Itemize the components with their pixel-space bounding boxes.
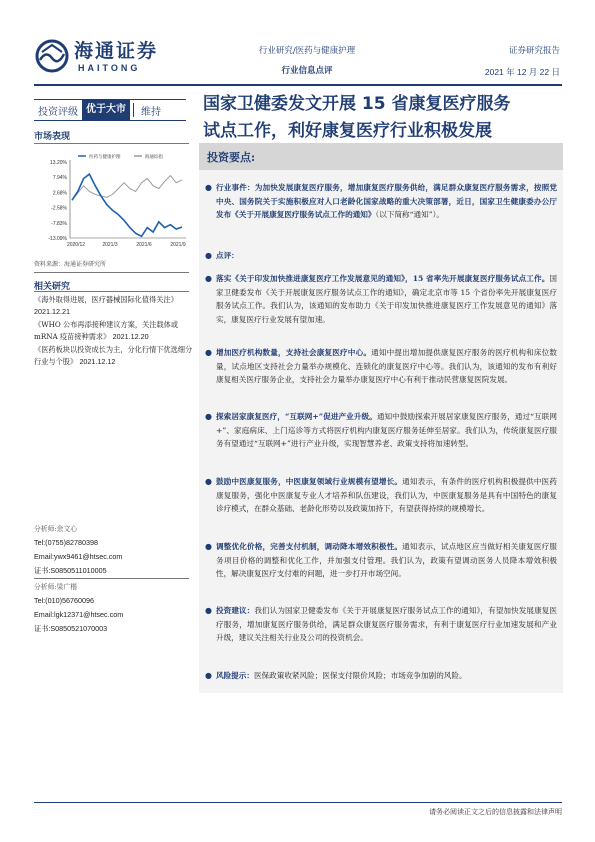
- bullet-icon: ●: [205, 274, 212, 283]
- related-item-date: 2021.12.20: [112, 332, 149, 341]
- bullet-text: 国家卫健委发布《关于开展康复医疗服务试点工作的通知》，确定北京市等 15 个省份率先开展康复医疗服务试点工作。我们认为，该通知的发布助力《关于印发加快推进康复医疗工作发展意见的通知》落实，康复医疗行业发展有望加速。: [216, 274, 557, 324]
- source-divider: [34, 272, 189, 273]
- header-divider: [34, 84, 562, 86]
- analyst-divider: [34, 578, 189, 579]
- market-heading: 市场表现: [34, 132, 71, 142]
- analyst-tel: Tel:(0755)82780398: [34, 538, 98, 547]
- analyst-cert: 证书:S0850521070003: [34, 624, 108, 633]
- report-title: [203, 91, 563, 145]
- related-item-title: 《医药板块以投资成长为主，分化行情下优选细分行业与个股》: [34, 345, 193, 366]
- bullet-icon: ●: [205, 542, 212, 551]
- bullet-bold: 探索居家康复医疗，“互联网+”促进产业升级。: [216, 412, 377, 421]
- y-tick-label: -13.09%: [48, 236, 67, 242]
- x-tick-label: 2021/6: [136, 242, 152, 248]
- related-item-date: 2021.12.12: [79, 357, 116, 366]
- report-category: 行业研究/医药与健康护理: [258, 46, 356, 56]
- header-right: [455, 44, 560, 78]
- logo-cn-text: 海通证券: [74, 40, 159, 62]
- bullet-text: 通知表示，试点地区应当做好相关康复医疗服务项目价格的调整和优化工作，并加强支付管理。我们认为，政策有望调动医务人员降本增效积极性，解决康复医疗支付难的问题，进一步打开市场空间。: [216, 542, 558, 578]
- bullet-item: [205, 604, 557, 645]
- related-item[interactable]: [34, 294, 194, 318]
- market-divider: [34, 143, 189, 144]
- bullet-icon: ●: [205, 606, 212, 615]
- analyst-cert: 证书:S0850511010005: [34, 566, 107, 575]
- bullet-item: [205, 272, 557, 326]
- x-tick-label: 2020/12: [66, 242, 86, 248]
- bullet-icon: ●: [205, 251, 212, 260]
- legend-label: 医药与健康护理: [89, 155, 121, 160]
- bullet-icon: ●: [205, 671, 212, 680]
- bullet-bold: 投资建议：: [216, 606, 255, 615]
- related-divider: [34, 291, 189, 292]
- y-tick-label: 13.20%: [50, 160, 67, 166]
- series-line: [72, 174, 182, 236]
- analyst-block: [34, 522, 194, 578]
- bullet-bold: 风险提示：: [216, 671, 254, 680]
- title-part-b: 省康复医疗服务: [385, 94, 511, 114]
- bullet-item: [205, 346, 557, 387]
- analyst-tel: Tel:(010)56760096: [34, 596, 94, 605]
- bullet-bold: 鼓励中医康复服务，中医康复领域行业规模有望增长。: [216, 477, 403, 486]
- x-tick-label: 2021/3: [102, 242, 118, 248]
- haitong-logo: [34, 36, 184, 76]
- header-middle: [232, 44, 382, 76]
- bullet-bold: 点评：: [216, 251, 239, 260]
- bullet-item: [205, 540, 557, 581]
- bullet-item: [205, 181, 557, 222]
- key-points-header: [199, 143, 563, 170]
- related-item[interactable]: [34, 319, 194, 343]
- bullet-item: [205, 669, 557, 683]
- analyst-block: [34, 580, 194, 636]
- rating-separator: [133, 103, 134, 117]
- footer-divider: [34, 802, 562, 803]
- bullet-bold: 调整优化价格，完善支付机制，调动降本增效积极性。: [216, 542, 403, 551]
- title-line-1: [203, 91, 563, 118]
- related-item[interactable]: [34, 344, 194, 368]
- footer-disclaimer: 请务必阅读正文之后的信息披露和法律声明: [429, 808, 562, 816]
- market-chart: [34, 150, 189, 255]
- bullet-text: 通知中鼓励探索开展居家康复医疗服务，通过“互联网+”、家庭病床、上门巡诊等方式将医疗机构内康复医疗服务延伸至居家。我们认为，传统康复医疗服务有望通过“互联网+”进行产业升级，实现智慧养老、政策支持将加速转型。: [216, 412, 557, 448]
- key-points-heading: 投资要点:: [207, 151, 256, 164]
- bullet-item: [205, 475, 557, 516]
- rating-value: 优于大市: [82, 100, 130, 120]
- bullet-text: 医保政策收紧风险；医保支付限价风险；市场竞争加剧的风险。: [253, 671, 467, 680]
- title-number: 15: [361, 94, 386, 114]
- bullet-item: [205, 249, 557, 263]
- report-date: 2021 年 12 月 22 日: [484, 67, 560, 77]
- bullet-icon: ●: [205, 183, 212, 192]
- market-chart-svg: [34, 150, 189, 255]
- y-tick-label: 7.94%: [52, 175, 67, 182]
- report-kind: 行业信息点评: [281, 66, 333, 76]
- title-part-a: 国家卫健委发文开展: [203, 94, 362, 114]
- series-line: [72, 176, 182, 201]
- bullet-bold: 增加医疗机构数量，支持社会康复医疗中心。: [216, 348, 372, 357]
- x-tick-label: 2021/9: [170, 242, 186, 248]
- bullet-icon: ●: [205, 477, 212, 486]
- analyst-name: 分析师:梁广楷: [34, 583, 78, 591]
- analyst-email[interactable]: Email:lgk12371@htsec.com: [34, 610, 124, 619]
- bullet-bold: 落实《关于印发加快推进康复医疗工作发展意见的通知》，15 省率先开展康复医疗服务试点工作。: [216, 274, 550, 283]
- chart-source: 资料来源：海通证券研究所: [34, 261, 107, 268]
- y-tick-label: 2.68%: [52, 190, 67, 197]
- analyst-name: 分析师:余文心: [34, 525, 78, 533]
- rating-change: 维持: [141, 106, 161, 118]
- report-type: 证券研究报告: [508, 46, 560, 56]
- bullet-text: （以下简称“通知”）。: [375, 210, 444, 219]
- title-line-2: 试点工作，利好康复医疗行业积极发展: [203, 121, 492, 141]
- investment-rating: [34, 99, 186, 121]
- bullet-text: 通知中提出增加提供康复医疗服务的医疗机构和床位数量，试点地区支持社会力量举办规模化、连锁化的康复医疗中心等。我们认为，该通知的发布有利好康复相关医疗服务企业，支持社会力量举办康复医疗中心有利于推动民营康复医院发展。: [216, 348, 558, 384]
- bullet-icon: ●: [205, 412, 212, 421]
- bullet-bold: 行业事件：为加快发展康复医疗服务，增加康复医疗服务供给，满足群众康复医疗服务需求，按照党中央、国务院关于实施积极应对人口老龄化国家战略的重大决策部署，近日，国家卫生健康委办公厅发布《关于开展康复医疗服务试点工作的通知》: [216, 183, 557, 219]
- rating-label: 投资评级: [38, 106, 78, 118]
- bullet-text: 我们认为国家卫健委发布《关于开展康复医疗服务试点工作的通知》，有望加快发展康复医疗服务，增加康复医疗服务供给，满足群众康复医疗服务需求，有利于康复医疗行业加速发展和产业升级，建议关注相关行业及公司的投资机会。: [216, 606, 558, 642]
- y-tick-label: -2.58%: [51, 205, 67, 212]
- y-tick-label: -7.83%: [51, 220, 67, 227]
- bullet-icon: ●: [205, 348, 212, 357]
- related-item-title: 《海外取得进展，医疗器械国际化值得关注》: [34, 295, 178, 304]
- related-item-title: 《WHO 公布再添接种建议方案，关注载体或 mRNA 疫苗接种需求》: [34, 320, 179, 341]
- legend-label: 海通综指: [145, 155, 163, 160]
- analyst-email[interactable]: Email:ywx9461@htsec.com: [34, 552, 123, 561]
- bullet-item: [205, 410, 557, 451]
- related-heading: 相关研究: [34, 282, 71, 292]
- bullet-text: 通知表示，有条件的医疗机构积极提供中医药康复服务，强化中医康复专业人才培养和队伍建设，我们认为，中医康复服务是具有中国特色的康复诊疗模式，在群众基础、老龄化形势以及政策加持下，有望获得持续的规模增长。: [216, 477, 558, 513]
- logo-en-text: HAITONG: [78, 63, 141, 73]
- related-item-date: 2021.12.21: [34, 307, 70, 316]
